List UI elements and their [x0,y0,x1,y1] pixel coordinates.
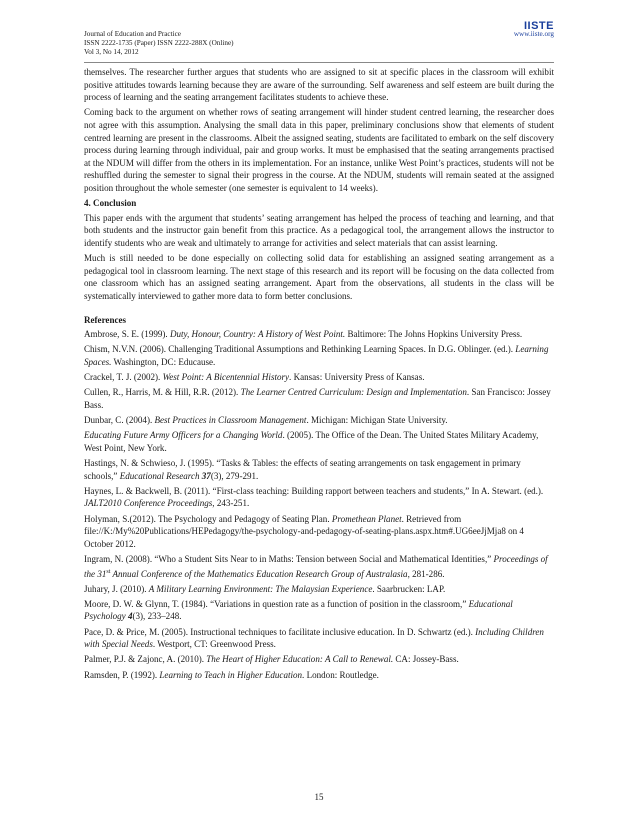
reference-item: Ingram, N. (2008). “Who a Student Sits Near to in Maths: Tension between Social and Mathematical Identities,” Proceedings of the 31st Annual Conference of the Mathematics Education Research Group of Australasia, 281-286. [84,553,548,579]
reference-item: Palmer, P.J. & Zajonc, A. (2010). The Heart of Higher Education: A Call to Renewal. CA: Jossey-Bass. [84,654,459,665]
reference-item: Crackel, T. J. (2002). West Point: A Bicentennial History. Kansas: University Press of Kansas. [84,372,425,383]
iiste-logo: IISTE [523,20,554,32]
journal-url-link[interactable]: www.iiste.org [513,30,554,38]
reference-item: Ambrose, S. E. (1999). Duty, Honour, Country: A History of West Point. Baltimore: The Johns Hopkins University Press. [84,329,523,340]
header-divider [84,62,554,63]
reference-item: Dunbar, C. (2004). Best Practices in Classroom Management. Michigan: Michigan State University. [84,415,448,425]
conclusion-paragraph: Much is still needed to be done especially on collecting solid data for establishing an assigned seating arrangement as a pedagogical tool in classroom learning. The next stage of this research and its report will be focusing on the data collected from one classroom which has an assigned seating arrangement. Apart from the observations, all students in the class will be systematically interviewed to gather more data to form better conclusions. [84,253,554,301]
reference-item: Cullen, R., Harris, M. & Hill, R.R. (2012). The Learner Centred Curriculum: Design and Implementation. San Francisco: Jossey Bass. [84,387,551,410]
reference-item: Hastings, N. & Schwieso, J. (1995). “Tasks & Tables: the effects of seating arrangements on task engagement in primary schools,” Educational Research 37(3), 279-291. [84,457,521,481]
reference-item: Ramsden, P. (1992). Learning to Teach in Higher Education. London: Routledge. [84,669,379,680]
page-header [84,30,554,57]
journal-name: Journal of Education and Practice [84,30,181,38]
page-number: 15 [314,792,324,802]
issn-line: ISSN 2222-1735 (Paper) ISSN 2222-288X (Online) [84,39,234,47]
body-paragraph: Coming back to the argument on whether rows of seating arrangement will hinder student centred learning, the researcher does not agree with this assumption. Analysing the small data in this paper, preliminary conclusions show that elements of student centred learning are present in the classrooms. Albeit the assigned seating, students are facilitated to embark on the self discovery process during learning through individual, pair and group works. It must be emphasised that the seating arrangements practised at the NDUM will differ from the others in its implementation. For an instance, unlike West Point’s practices, students will not be reshuffled during the semester to signal their progress in the course. At the NDUM, students will remain seated at the assigned position throughout the whole semester (one semester is equivalent to 14 weeks). [84,107,554,193]
reference-item: Juhary, J. (2010). A Military Learning Environment: The Malaysian Experience. Saarbrucken: LAP. [84,583,446,594]
body-paragraph: themselves. The researcher further argues that students who are assigned to sit at specific places in the classroom will exhibit positive attitudes towards learning because they are aware of the surrounding. Self awareness and self esteem are built during the process of learning and the seating arrangement facilitates students to achieve these. [84,67,554,103]
conclusion-heading: 4. Conclusion [84,198,137,209]
reference-item: Holyman, S.(2012). The Psychology and Pedagogy of Seating Plan. Promethean Planet. Retrieved from file://K:/My%20Publications/HEPedagogy/the-psychology-and-pedagogy-of-seating-plans.aspx.htm#.UG6eeJjMja8 on 4 October 2012. [84,513,524,549]
references-heading: References [84,315,127,326]
reference-item: Pace, D. & Price, M. (2005). Instructional techniques to facilitate inclusive education. In D. Schwartz (ed.). Including Children with Special Needs. Westport, CT: Greenwood Press. [84,626,544,650]
conclusion-paragraph: This paper ends with the argument that students’ seating arrangement has helped the process of teaching and learning, and that both students and the instructor gain benefit from this practice. As a pedagogical tool, the arrangement allows the instructor to identify students who are weak and ultimately to arrange for activities and select materials that can assist learning. [84,212,554,248]
volume-line: Vol 3, No 14, 2012 [84,48,139,56]
reference-item: Chism, N.V.N. (2006). Challenging Traditional Assumptions and Rethinking Learning Spaces. In D.G. Oblinger. (ed.). Learning Spaces. Washington, DC: Educause. [84,344,549,367]
page-body [84,66,554,684]
reference-item: Educating Future Army Officers for a Changing World. (2005). The Office of the Dean. The United States Military Academy, West Point, New York. [84,430,539,453]
reference-item: Moore, D. W. & Glynn, T. (1984). “Variations in question rate as a function of position in the classroom,” Educational Psychology 4(3), 233–248. [84,598,513,622]
reference-item: Haynes, L. & Backwell, B. (2011). “First-class teaching: Building rapport between teachers and students,” In A. Stewart. (ed.). JALT2010 Conference Proceedings, 243-251. [84,485,544,509]
